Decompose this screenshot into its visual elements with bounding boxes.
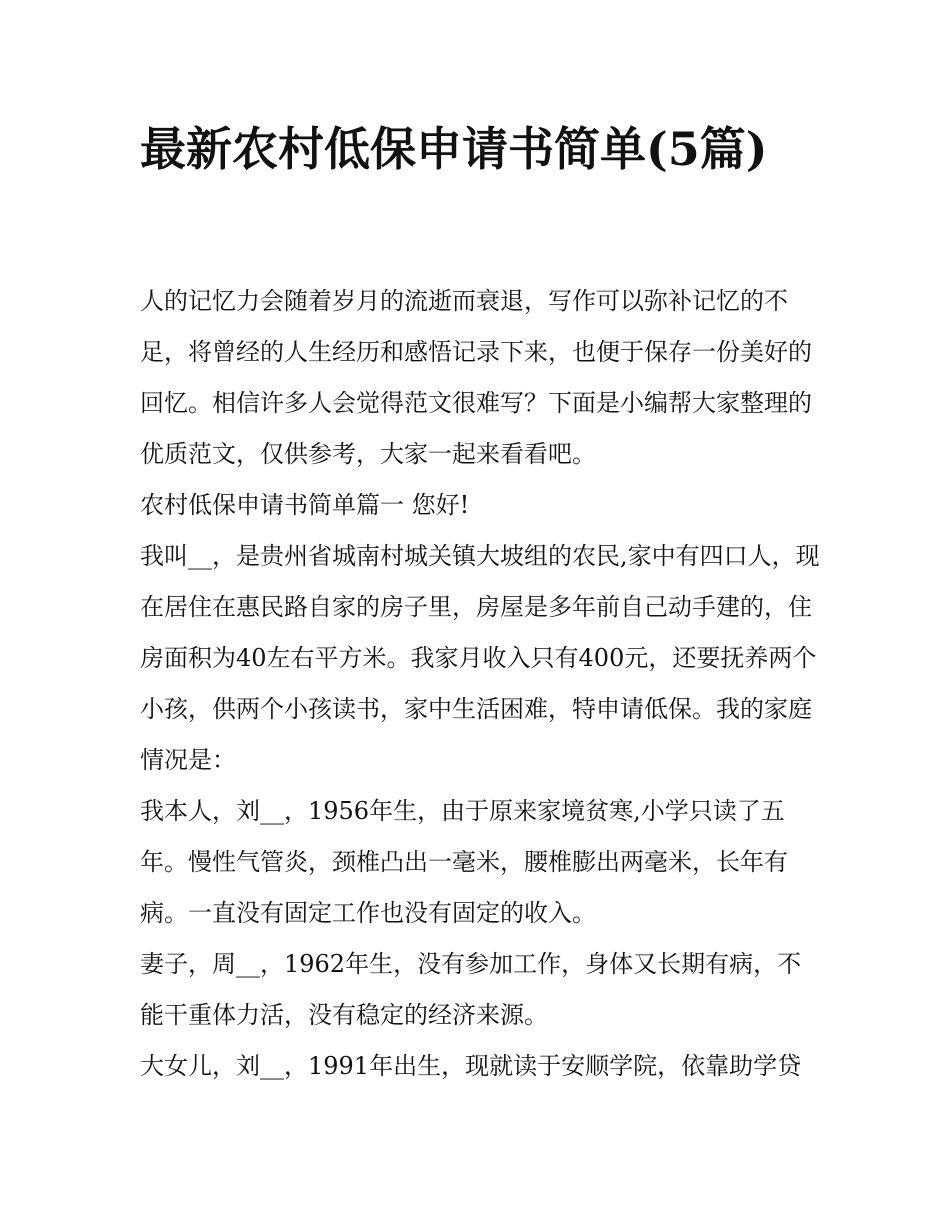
section-heading: 农村低保申请书简单篇一 您好!	[140, 491, 470, 519]
body-paragraph: 我本人，刘__，1956年生，由于原来家境贫寒,小学只读了五年。慢性气管炎，颈椎凸出一毫米，腰椎膨出两毫米，长年有病。一直没有固定工作也没有固定的收入。	[140, 797, 788, 927]
document-title: 最新农村低保申请书简单(5篇)	[140, 122, 768, 176]
document-body	[140, 276, 820, 1092]
body-paragraph: 大女儿，刘__，1991年出生，现就读于安顺学院，依靠助学贷	[140, 1052, 802, 1080]
body-paragraph: 妻子，周__，1962年生，没有参加工作，身体又长期有病，不能干重体力活，没有稳定的经济来源。	[140, 950, 802, 1029]
intro-paragraph: 人的记忆力会随着岁月的流逝而衰退，写作可以弥补记忆的不足，将曾经的人生经历和感悟记录下来，也便于保存一份美好的回忆。相信许多人会觉得范文很难写？下面是小编帮大家整理的优质范文，仅供参考，大家一起来看看吧。	[140, 287, 812, 468]
body-paragraph: 我叫__，是贵州省城南村城关镇大坡组的农民,家中有四口人，现在居住在惠民路自家的房子里，房屋是多年前自己动手建的，住房面积为40左右平方米。我家月收入只有400元，还要抚养两个小孩，供两个小孩读书，家中生活困难，特申请低保。我的家庭情况是：	[140, 542, 820, 774]
